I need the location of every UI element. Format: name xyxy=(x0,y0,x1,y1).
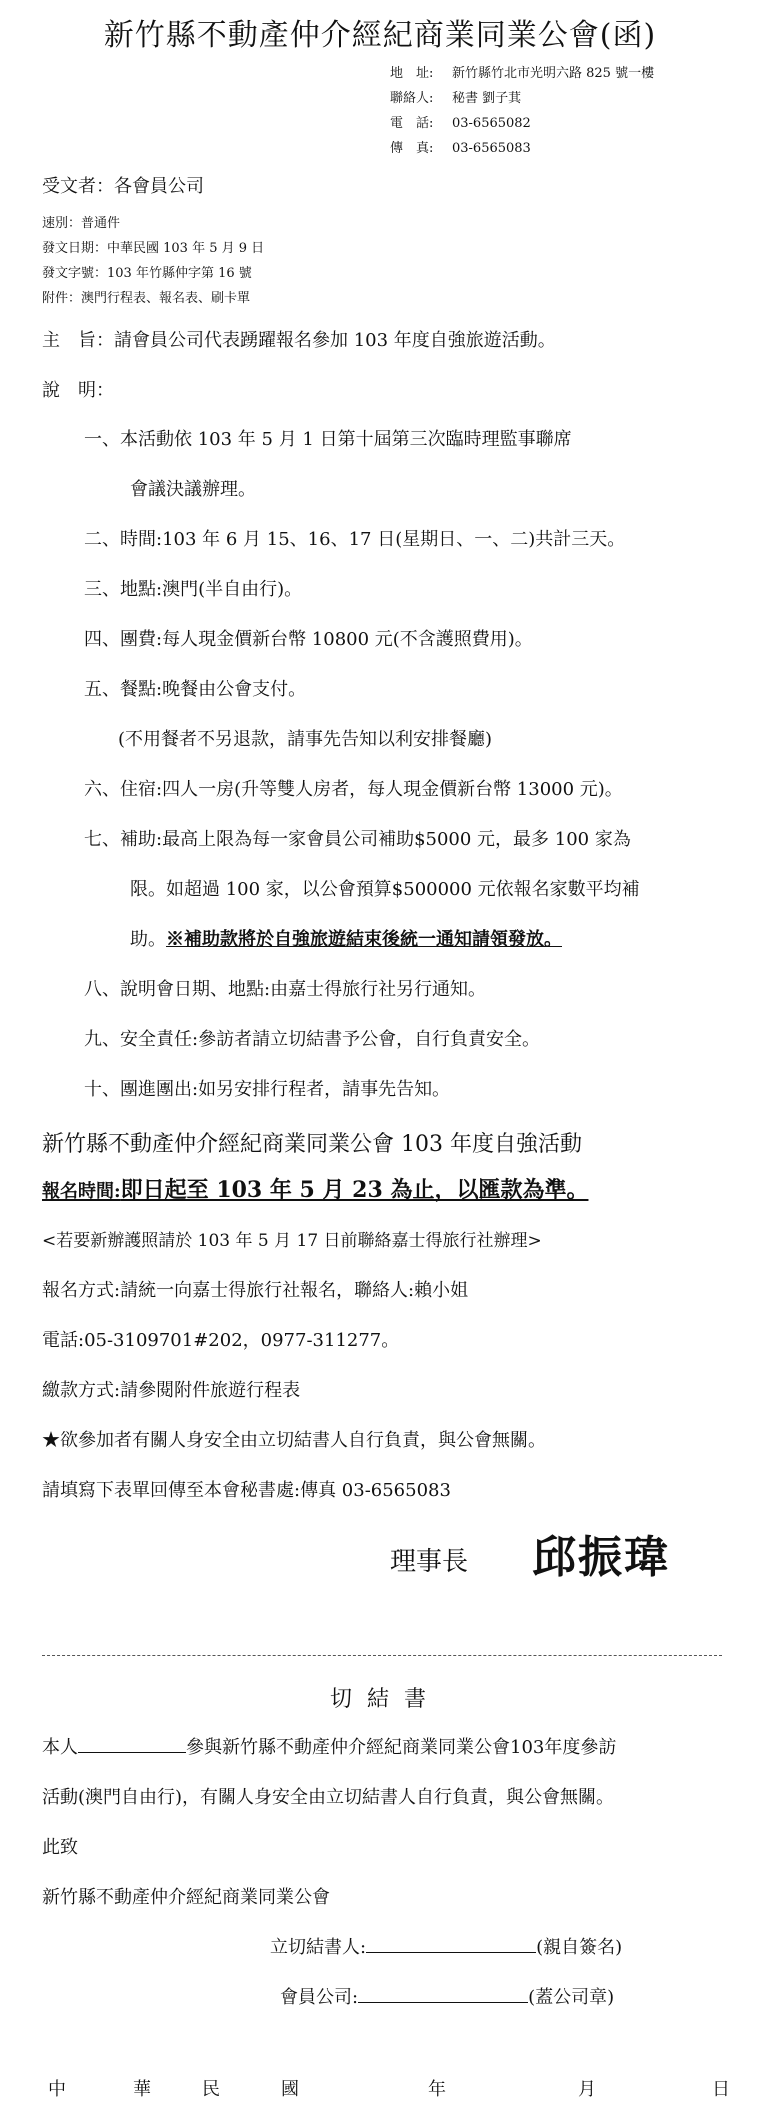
safety-note: ★欲參加者有關人身安全由立切結書人自行負責，與公會無關。 xyxy=(42,1430,546,1451)
subsidy-end: 助。 xyxy=(130,929,166,950)
explain-label: 說 明： xyxy=(42,380,114,401)
deadline xyxy=(42,1173,588,1204)
list-item xyxy=(130,925,562,951)
date-day: 日 xyxy=(712,2079,730,2100)
date-char: 中 xyxy=(48,2079,66,2100)
list-item: 限。如超過 100 家，以公會預算$500000 元依報名家數平均補 xyxy=(130,879,640,900)
signup-method: 報名方式:請統一向嘉士得旅行社報名，聯絡人:賴小姐 xyxy=(42,1280,469,1301)
date-char: 國 xyxy=(281,2079,299,2100)
signature-name: 邱振瑋 xyxy=(532,1532,670,1583)
meta-date: 發文日期：中華民國 103 年 5 月 9 日 xyxy=(42,241,265,256)
recipient: 受文者：各會員公司 xyxy=(42,176,204,197)
contact-value: 新竹縣竹北市光明六路 825 號一樓 xyxy=(452,66,655,81)
meta-attachments: 附件：澳門行程表、報名表、刷卡單 xyxy=(42,291,251,306)
list-item: 七、補助:最高上限為每一家會員公司補助$5000 元，最多 100 家為 xyxy=(84,829,631,850)
contact-label: 傳 真: xyxy=(390,141,434,156)
contact-label: 電 話: xyxy=(390,116,434,131)
contact-fax xyxy=(390,137,531,156)
deadline-label: 報名時間: xyxy=(42,1181,121,1202)
cut-line xyxy=(42,1655,722,1656)
affidavit-prefix: 本人 xyxy=(42,1737,78,1758)
date-char: 華 xyxy=(133,2079,151,2100)
signer-label: 立切結書人: xyxy=(270,1937,367,1958)
subject xyxy=(42,326,556,352)
list-item: 會議決議辦理。 xyxy=(130,479,256,500)
list-item: 三、地點:澳門(半自由行)。 xyxy=(84,579,303,600)
affidavit-title: 切 結 書 xyxy=(330,1687,430,1712)
signer-blank[interactable] xyxy=(366,1934,536,1953)
subject-text: 請會員公司代表踴躍報名參加 103 年度自強旅遊活動。 xyxy=(114,330,556,351)
contact-value: 03-6565082 xyxy=(452,116,531,131)
contact-value: 03-6565083 xyxy=(452,141,531,156)
list-item: 一、本活動依 103 年 5 月 1 日第十屆第三次臨時理監事聯席 xyxy=(84,429,572,450)
contact-address xyxy=(390,62,654,81)
subsidy-notice: ※補助款將於自強旅遊結束後統一通知請領發放。 xyxy=(166,929,562,950)
activity-heading: 新竹縣不動產仲介經紀商業同業公會 103 年度自強活動 xyxy=(42,1132,582,1157)
subject-label: 主 旨： xyxy=(42,330,114,351)
company-row xyxy=(280,1983,614,2009)
affidavit-line-3: 此致 xyxy=(42,1837,78,1858)
meta-number: 發文字號：103 年竹縣仲字第 16 號 xyxy=(42,266,252,281)
meta-speed: 速別：普通件 xyxy=(42,216,121,231)
name-blank[interactable] xyxy=(78,1734,186,1753)
signer-row xyxy=(270,1933,622,1959)
list-item: (不用餐者不另退款，請事先告知以利安排餐廳) xyxy=(118,729,493,750)
affidavit-suffix: 參與新竹縣不動產仲介經紀商業同業公會103年度參訪 xyxy=(186,1737,617,1758)
list-item: 九、安全責任:參訪者請立切結書予公會，自行負責安全。 xyxy=(84,1029,541,1050)
signer-note: (親自簽名) xyxy=(536,1937,623,1958)
affidavit-line-4: 新竹縣不動產仲介經紀商業同業公會 xyxy=(42,1887,330,1908)
affidavit-line-1 xyxy=(42,1733,616,1759)
payment-method: 繳款方式:請參閱附件旅遊行程表 xyxy=(42,1380,301,1401)
contact-person xyxy=(390,87,521,106)
fax-note: 請填寫下表單回傳至本會秘書處:傳真 03-6565083 xyxy=(42,1480,451,1501)
signature-title: 理事長 xyxy=(390,1547,469,1577)
affidavit-line-2: 活動(澳門自由行)，有關人身安全由立切結書人自行負責，與公會無關。 xyxy=(42,1787,615,1808)
contact-label: 聯絡人: xyxy=(390,91,434,106)
signup-phone: 電話:05-3109701#202，0977-311277。 xyxy=(42,1330,400,1351)
list-item: 五、餐點:晚餐由公會支付。 xyxy=(84,679,307,700)
company-blank[interactable] xyxy=(358,1984,528,2003)
contact-value: 秘書 劉子萁 xyxy=(452,91,522,106)
date-month: 月 xyxy=(578,2079,596,2100)
deadline-text: 即日起至 103 年 5 月 23 為止，以匯款為準。 xyxy=(120,1177,589,1203)
date-year: 年 xyxy=(428,2079,446,2100)
company-label: 會員公司: xyxy=(280,1987,359,2008)
contact-label: 地 址: xyxy=(390,66,434,81)
list-item: 四、團費:每人現金價新台幣 10800 元(不含護照費用)。 xyxy=(84,629,533,650)
company-note: (蓋公司章) xyxy=(528,1987,615,2008)
list-item: 八、說明會日期、地點:由嘉士得旅行社另行通知。 xyxy=(84,979,487,1000)
list-item: 十、團進團出:如另安排行程者，請事先告知。 xyxy=(84,1079,451,1100)
document-title: 新竹縣不動產仲介經紀商業同業公會(函) xyxy=(103,18,657,53)
passport-note: <若要新辦護照請於 103 年 5 月 17 日前聯絡嘉士得旅行社辦理> xyxy=(42,1231,542,1251)
list-item: 六、住宿:四人一房(升等雙人房者，每人現金價新台幣 13000 元)。 xyxy=(84,779,623,800)
contact-phone xyxy=(390,112,531,131)
list-item: 二、時間:103 年 6 月 15、16、17 日(星期日、一、二)共計三天。 xyxy=(84,529,626,550)
date-char: 民 xyxy=(202,2079,220,2100)
